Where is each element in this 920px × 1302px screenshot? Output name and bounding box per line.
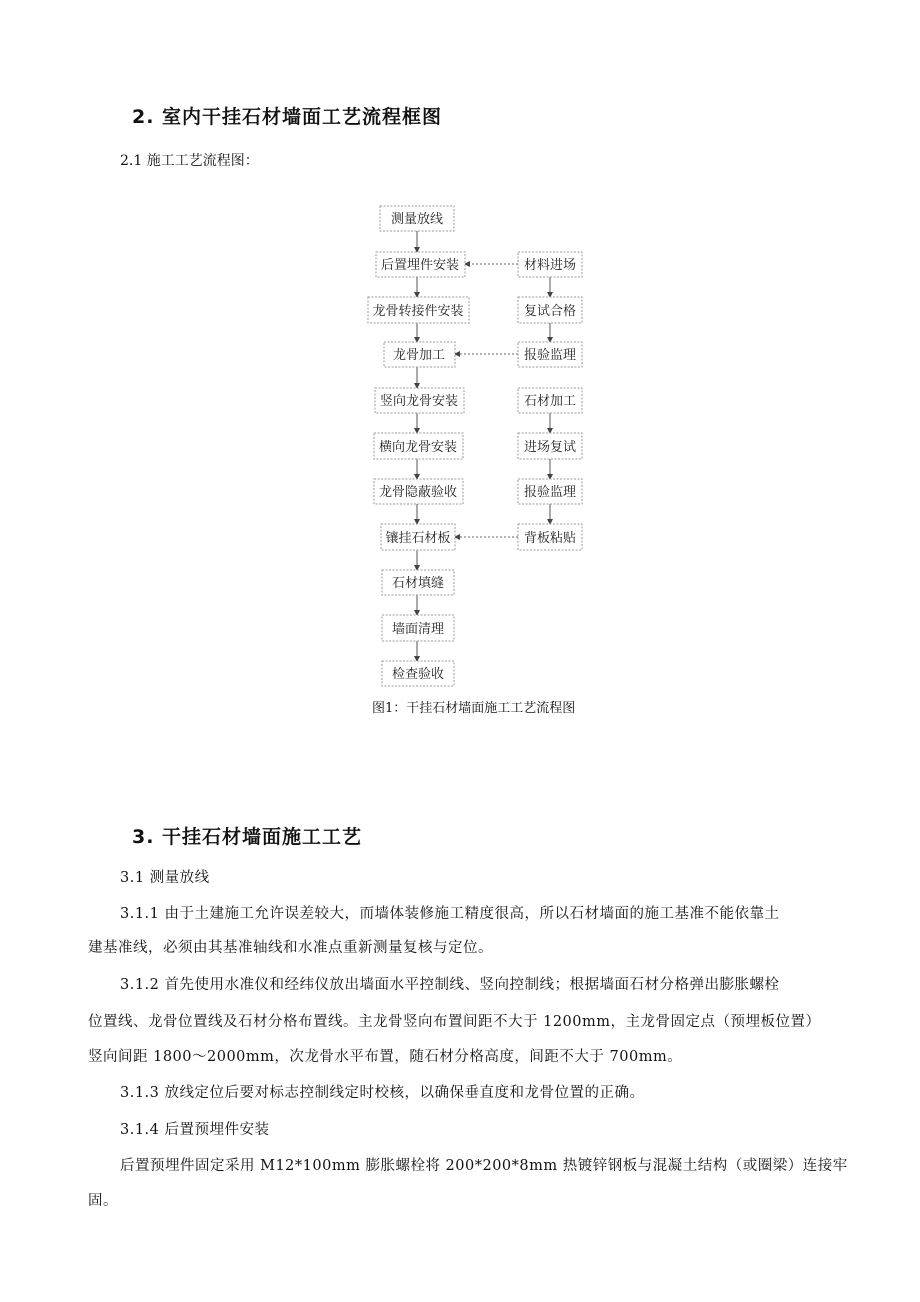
- paragraph-3-1-3: 3.1.3 放线定位后要对标志控制线定时校核，以确保垂直度和龙骨位置的正确。: [120, 1085, 645, 1101]
- flow-step-hidden-acceptance: [374, 479, 463, 504]
- paragraph-3-1-1-line-2: 建基准线，必须由其基准轴线和水准点重新测量复核与定位。: [88, 940, 493, 956]
- paragraph-3-1-2-line-3: 竖向间距 1800～2000mm，次龙骨水平布置，随石材分格高度，间距不大于 700mm。: [88, 1049, 683, 1065]
- section-3-1-4-subtitle: 3.1.4 后置预埋件安装: [120, 1122, 270, 1138]
- flow-step-label: 进场复试: [523, 440, 577, 455]
- flow-step-label: 材料进场: [523, 258, 577, 273]
- flow-step-label: 墙面清理: [391, 622, 445, 637]
- paragraph-3-1-1-line-1: 3.1.1 由于土建施工允许误差较大，而墙体装修施工精度很高，所以石材墙面的施工基准不能依靠土: [120, 906, 780, 922]
- flow-step-label: 石材加工: [523, 394, 577, 409]
- flow-step-inspection: [382, 661, 454, 686]
- flow-step-report-supervisor: [518, 342, 582, 367]
- flow-step-joint-fill: [382, 570, 454, 595]
- flow-step-label: 报验监理: [523, 348, 577, 363]
- flow-step-label: 石材填缝: [391, 576, 445, 591]
- flow-step-keel-processing: [384, 342, 455, 367]
- flow-step-label: 后置埋件安装: [380, 258, 460, 273]
- flow-step-adapter-install: [368, 297, 469, 323]
- flow-step-backplate-bond: [518, 524, 582, 550]
- flow-step-report-supervisor-2: [518, 479, 582, 504]
- flow-step-label: 检查验收: [391, 667, 445, 682]
- flow-step-stone-processing: [518, 388, 582, 413]
- flow-step-label: 背板粘贴: [523, 531, 577, 546]
- section-2-1-subtitle: 2.1 施工工艺流程图：: [120, 153, 259, 169]
- flow-step-label: 镶挂石材板: [385, 531, 451, 546]
- flow-step-material-arrival: [518, 252, 582, 277]
- paragraph-3-1-4-line-2: 固。: [88, 1193, 118, 1209]
- paragraph-3-1-2-line-2: 位置线、龙骨位置线及石材分格布置线。主龙骨竖向布置间距不大于 1200mm，主龙骨固定点（预埋板位置）: [88, 1014, 821, 1030]
- figure-caption: 图1：干挂石材墙面施工工艺流程图: [372, 701, 576, 716]
- section-3-1-subtitle: 3.1 测量放线: [120, 870, 210, 886]
- flow-step-label: 龙骨隐蔽验收: [378, 485, 458, 500]
- flow-step-label: 报验监理: [523, 485, 577, 500]
- flow-step-vertical-keel: [375, 388, 464, 413]
- flow-step-retest-pass: [518, 297, 582, 323]
- flow-step-label: 竖向龙骨安装: [379, 394, 459, 409]
- flow-step-label: 复试合格: [523, 304, 577, 319]
- flow-step-label: 横向龙骨安装: [378, 440, 458, 455]
- flow-step-horizontal-keel: [374, 433, 463, 459]
- paragraph-3-1-4-line-1: 后置预埋件固定采用 M12*100mm 膨胀螺栓将 200*200*8mm 热镀锌钢板与混凝土结构（或圈梁）连接牢: [120, 1158, 848, 1174]
- paragraph-3-1-2-line-1: 3.1.2 首先使用水准仪和经纬仪放出墙面水平控制线、竖向控制线；根据墙面石材分格弹出膨胀螺栓: [120, 977, 780, 993]
- section-2-title: 2. 室内干挂石材墙面工艺流程框图: [132, 106, 443, 128]
- flow-step-measure: [380, 206, 454, 231]
- flow-step-label: 龙骨转接件安装: [372, 304, 464, 319]
- flow-step-embed-install: [376, 252, 465, 277]
- flow-step-label: 测量放线: [390, 212, 444, 227]
- flow-step-arrival-retest: [518, 433, 582, 459]
- flow-step-hang-stone: [381, 524, 455, 550]
- flow-step-wall-clean: [382, 615, 454, 641]
- flow-step-label: 龙骨加工: [392, 348, 446, 363]
- section-3-title: 3. 干挂石材墙面施工工艺: [132, 826, 363, 848]
